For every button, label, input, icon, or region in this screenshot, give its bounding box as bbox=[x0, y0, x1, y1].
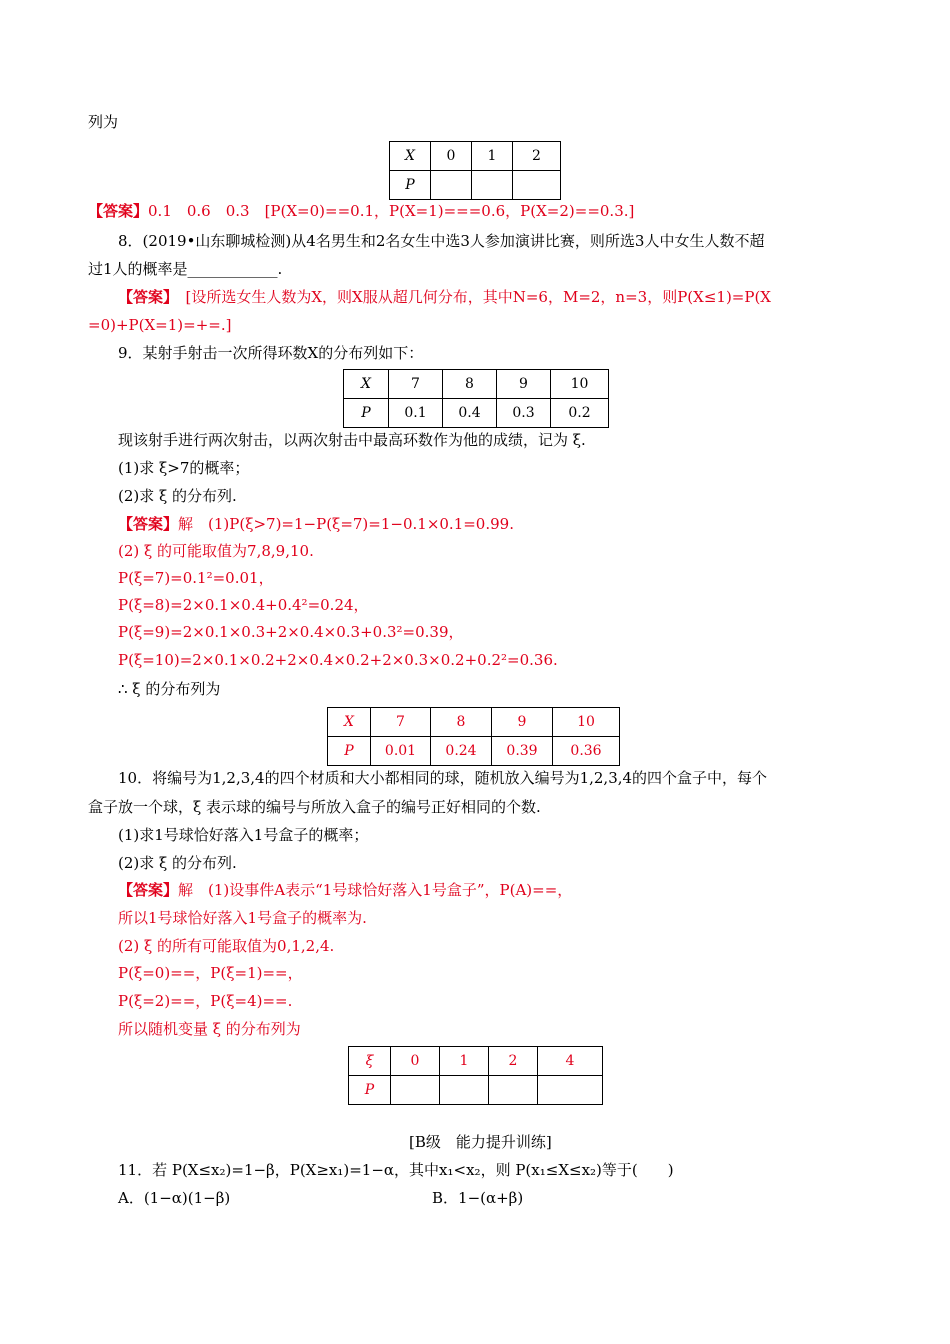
table-header-row bbox=[328, 708, 620, 737]
text-line: 过1人的概率是____________. bbox=[88, 260, 283, 278]
answer-label: 【答案】 bbox=[118, 515, 179, 533]
answer-line bbox=[88, 201, 634, 221]
answer-label: 【答案】 bbox=[118, 881, 179, 899]
table-cell: 0.1 bbox=[389, 399, 443, 428]
table-header-row bbox=[349, 1047, 603, 1076]
table-cell: 0 bbox=[431, 142, 472, 171]
table-cell: 0 bbox=[391, 1047, 440, 1076]
text-line: (2)求 ξ 的分布列. bbox=[118, 854, 237, 872]
table-cell: 1 bbox=[472, 142, 513, 171]
table-cell: 8 bbox=[443, 370, 497, 399]
table-header-row bbox=[390, 142, 561, 171]
answer-text: 解 (1)设事件A表示“1号球恰好落入1号盒子”，P(A)==， bbox=[178, 881, 573, 899]
table-cell: 9 bbox=[492, 708, 553, 737]
table-row bbox=[390, 171, 561, 200]
distribution-table-3 bbox=[327, 707, 620, 766]
table-row bbox=[328, 737, 620, 766]
answer-line: 所以随机变量 ξ 的分布列为 bbox=[118, 1020, 301, 1038]
table-cell: 1 bbox=[440, 1047, 489, 1076]
table-cell: 8 bbox=[431, 708, 492, 737]
table-cell bbox=[538, 1076, 603, 1105]
table-cell: P bbox=[390, 171, 431, 200]
text-line: 列为 bbox=[88, 113, 119, 131]
table-cell: 0.4 bbox=[443, 399, 497, 428]
answer-line bbox=[118, 880, 572, 900]
answer-line: (2) ξ 的所有可能取值为0,1,2,4. bbox=[118, 937, 335, 955]
table-cell: 0.24 bbox=[431, 737, 492, 766]
question-8: 8．(2019•山东聊城检测)从4名男生和2名女生中选3人参加演讲比赛，则所选3人中女生人数不超 bbox=[118, 232, 765, 250]
question-11: 11．若 P(X≤x₂)=1−β，P(X≥x₁)=1−α，其中x₁<x₂，则 P(x₁≤X≤x₂)等于( ) bbox=[118, 1161, 674, 1179]
answer-line: P(ξ=2)==，P(ξ=4)==. bbox=[118, 992, 293, 1010]
table-cell bbox=[472, 171, 513, 200]
table-cell: X bbox=[328, 708, 371, 737]
answer-line: 所以1号球恰好落入1号盒子的概率为. bbox=[118, 909, 367, 927]
table-cell bbox=[489, 1076, 538, 1105]
answer-line: P(ξ=7)=0.1²=0.01， bbox=[118, 569, 274, 587]
table-row bbox=[349, 1076, 603, 1105]
distribution-table-2 bbox=[343, 369, 609, 428]
distribution-table-1 bbox=[389, 141, 561, 200]
answer-line: P(ξ=9)=2×0.1×0.3+2×0.4×0.3+0.3²=0.39， bbox=[118, 623, 464, 641]
table-cell bbox=[431, 171, 472, 200]
table-cell: 10 bbox=[551, 370, 609, 399]
answer-line: =0)+P(X=1)=+=.] bbox=[88, 316, 232, 334]
table-cell: 0.2 bbox=[551, 399, 609, 428]
option-b: B．1−(α+β) bbox=[432, 1189, 524, 1207]
text-line: (1)求1号球恰好落入1号盒子的概率； bbox=[118, 826, 369, 844]
table-cell: X bbox=[390, 142, 431, 171]
answer-text: [设所选女生人数为X，则X服从超几何分布，其中N=6，M=2，n=3，则P(X≤1)=P(X bbox=[170, 288, 771, 306]
table-cell: 2 bbox=[489, 1047, 538, 1076]
table-cell: 4 bbox=[538, 1047, 603, 1076]
answer-line: P(ξ=0)==，P(ξ=1)==， bbox=[118, 964, 303, 982]
table-cell: P bbox=[344, 399, 389, 428]
table-cell: ξ bbox=[349, 1047, 391, 1076]
answer-line bbox=[118, 514, 514, 534]
text-line: 现该射手进行两次射击，以两次射击中最高环数作为他的成绩，记为 ξ. bbox=[118, 431, 586, 449]
table-header-row bbox=[344, 370, 609, 399]
table-cell: 7 bbox=[371, 708, 431, 737]
table-cell: 7 bbox=[389, 370, 443, 399]
answer-label: 【答案】 bbox=[88, 202, 149, 220]
table-cell bbox=[513, 171, 561, 200]
table-cell: 0.39 bbox=[492, 737, 553, 766]
question-9: 9．某射手射击一次所得环数X的分布列如下： bbox=[118, 344, 424, 362]
table-cell: 0.3 bbox=[497, 399, 551, 428]
table-cell: 9 bbox=[497, 370, 551, 399]
table-cell: 0.01 bbox=[371, 737, 431, 766]
text-line: (1)求 ξ>7的概率； bbox=[118, 459, 250, 477]
answer-text: 解 (1)P(ξ>7)=1−P(ξ=7)=1−0.1×0.1=0.99. bbox=[178, 515, 514, 533]
question-10: 10．将编号为1,2,3,4的四个材质和大小都相同的球，随机放入编号为1,2,3,4的四个盒子中，每个 bbox=[118, 769, 768, 787]
table-cell bbox=[391, 1076, 440, 1105]
answer-line bbox=[118, 287, 771, 307]
answer-label: 【答案】 bbox=[118, 288, 171, 306]
table-cell: 2 bbox=[513, 142, 561, 171]
answer-line: (2) ξ 的可能取值为7,8,9,10. bbox=[118, 542, 314, 560]
text-line: 盒子放一个球，ξ 表示球的编号与所放入盒子的编号正好相同的个数. bbox=[88, 798, 541, 816]
table-cell: 0.36 bbox=[553, 737, 620, 766]
option-a: A．(1−α)(1−β) bbox=[118, 1189, 231, 1207]
table-cell: 10 bbox=[553, 708, 620, 737]
table-cell: P bbox=[328, 737, 371, 766]
answer-text: 0.1 0.6 0.3 [P(X=0)==0.1，P(X=1)===0.6，P(X=2)==0.3.] bbox=[148, 202, 635, 220]
distribution-table-4 bbox=[348, 1046, 603, 1105]
text-line: (2)求 ξ 的分布列. bbox=[118, 487, 237, 505]
table-cell bbox=[440, 1076, 489, 1105]
table-row bbox=[344, 399, 609, 428]
section-heading: [B级 能力提升训练] bbox=[409, 1133, 552, 1151]
answer-line: P(ξ=8)=2×0.1×0.4+0.4²=0.24， bbox=[118, 596, 369, 614]
table-cell: X bbox=[344, 370, 389, 399]
text-line: ∴ ξ 的分布列为 bbox=[118, 680, 221, 698]
answer-line: P(ξ=10)=2×0.1×0.2+2×0.4×0.2+2×0.3×0.2+0.2²=0.36. bbox=[118, 651, 558, 669]
table-cell: P bbox=[349, 1076, 391, 1105]
